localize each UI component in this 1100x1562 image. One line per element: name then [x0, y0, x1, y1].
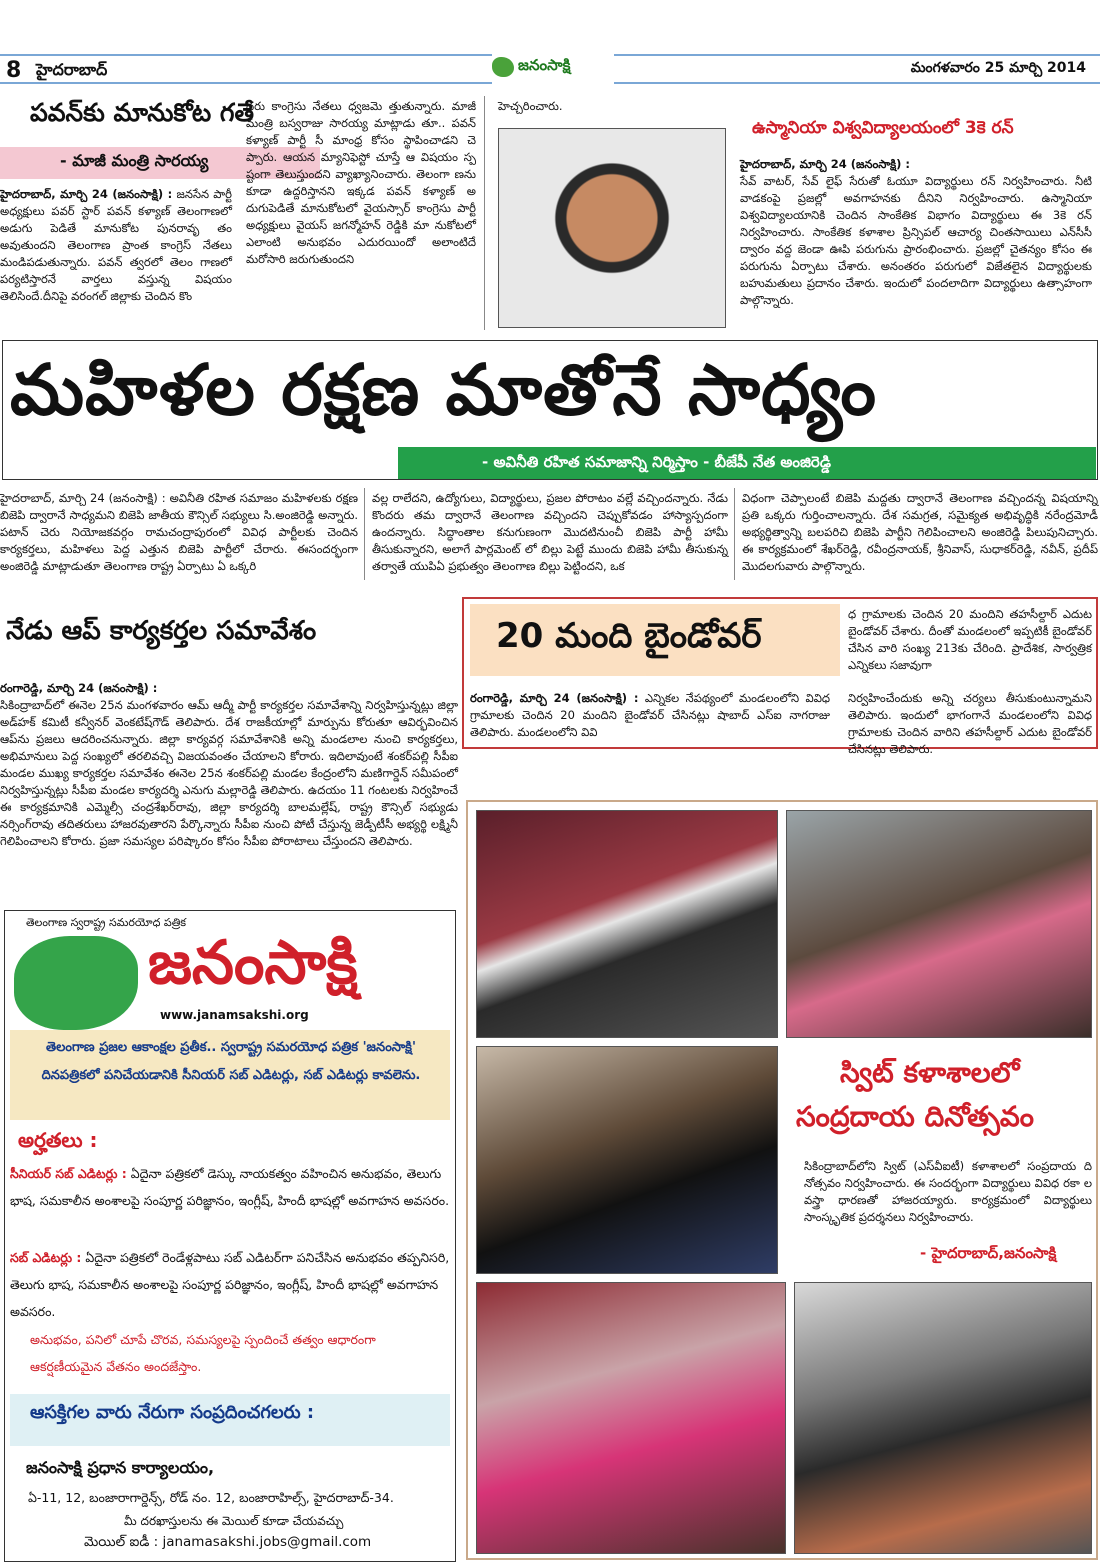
- story1-body-left: హైదరాబాద్, మార్చి 24 (జనంసాక్షి) : జనసేన పార్టీ అధ్యక్షులు పవర్ స్టార్ పవన్ కళ్యాణ్ తెలంగాణలో అడుగు పెడితే మానుకోట పునరావృ తం అవుతుందని తెలంగాణ ప్రాంత కాంగ్రెస్ నేతలు మండిపడుతున్నారు. పవన్ త్వరలో తెలం గాణలో పర్యటిస్తారనే వార్తలు వస్తున్న విషయం తెలిసిందే.దీనిపై వరంగల్ జిల్లాకు చెందిన కొం: [0, 187, 232, 303]
- masthead-title: జనంసాక్షి: [518, 56, 571, 74]
- ad-sub-requirements: సబ్ ఎడిటర్లు : ఏదైనా పత్రికలో రెండేళ్లపాటు సబ్ ఎడిటర్‌గా పనిచేసిన అనుభవం తప్పనిసరి, తెలుగు భాష, సమకాలీన అంశాలపై సంపూర్ణ పరిజ్ఞానం, ఇంగ్లీష్, హిందీ భాషల్లో అవగాహన అవసరం.: [10, 1250, 450, 1319]
- story3-subhead: - అవినీతి రహిత సమాజాన్ని నిర్మిస్తాం - బీజేపీ నేత అంజిరెడ్డి: [398, 447, 1096, 479]
- ad-intro: తెలంగాణ ప్రజల ఆకాంక్షల ప్రతీక.. స్వరాష్ట్ర సమరయోధ పత్రిక 'జనంసాక్షి' దినపత్రికలో పనిచేయడానికి సీనియర్ సబ్ ఎడిటర్లు, సబ్ ఎడిటర్లు కావలెను.: [41, 1040, 421, 1083]
- story3-headline: మహిళల రక్షణ మాతోనే సాధ్యం: [10, 349, 877, 431]
- ad-website: www.janamsakshi.org: [160, 1008, 309, 1022]
- ad-qualification-title: అర్హతలు :: [18, 1128, 98, 1152]
- ad-mail-note: మీ దరఖాస్తులను ఈ మెయిల్ కూడా చేయవచ్చు: [124, 1514, 344, 1528]
- portrait-photo: [498, 128, 726, 328]
- story5-body-left: రంగారెడ్డి, మార్చి 24 (జనంసాక్షి) : ఎన్నికల నేపథ్యంలో మండలంలోని వివిధ గ్రామాలకు చెందిన 20 మందిని బైండోవర్ చేసినట్లు షాబాద్ ఎస్ఐ నాగరాజు తెలిపారు. మండలంలోని వివి: [470, 691, 831, 739]
- story3-col3: విధంగా చెప్పాలంటే బిజెపి మద్దతు ద్వారానే తెలంగాణ వచ్చిందన్న విషయాన్ని ప్రతి ఒక్కరు గుర్తించాలన్నారు. దేశ సమగ్రత, సమైక్యత అభివృద్ధికి నరేంద్రమోడీ అభ్యర్థిత్వాన్ని బలపరిచి బిజెపి పార్టీని గెలిపించాలని అంజిరెడ్డి పిలుపునిచ్చారు. ఈ కార్యక్రమంలో శేఖర్‌రెడ్డి, రవీంద్రనాయక్, శ్రీనివాస్, సుధాకర్‌రెడ్డి, నవీన్, ప్రదీప్ మొదలగువారు పాల్గొన్నారు.: [742, 491, 1098, 573]
- ad-salary-note: అనుభవం, పనిలో చూపే చొరవ, సమస్యలపై స్పందించే తత్వం ఆధారంగా ఆకర్షణీయమైన వేతనం అందజేస్తాం.: [30, 1332, 376, 1374]
- telangana-map-icon: [14, 936, 138, 1030]
- page-date: మంగళవారం 25 మార్చి 2014: [910, 60, 1086, 76]
- ad-office: జనంసాక్షి ప్రధాన కార్యాలయం,: [26, 1458, 215, 1477]
- story3-col1: హైదరాబాద్, మార్చి 24 (జనంసాక్షి) : అవినీతి రహిత సమాజం మహిళలకు రక్షణ బిజెపి ద్వారానే సాధ్యమని బిజెపి జాతీయ కౌన్సిల్ సభ్యులు సి.అంజిరెడ్డి అన్నారు. పటాన్ చెరు నియోజకవర్గం రామచంద్రాపురంలో వివిధ పార్టీలకు చెందిన కార్యకర్తలు, మహిళలు పెద్ద ఎత్తున బిజెపి పార్టీలో చేరారు. ఈసందర్భంగా అంజిరెడ్డి మాట్లాడుతూ తెలంగాణ రాష్ట్ర ఏర్పాటు ఏ ఒక్కరి: [0, 491, 358, 573]
- story6-headline-line2: సంద్రదాయ దినోత్సవం: [796, 1100, 1034, 1133]
- section-name: హైదరాబాద్: [36, 60, 108, 79]
- story5-headline: 20 మంది బైండోవర్: [470, 604, 840, 676]
- story1-body-right: దరు కాంగ్రెసు నేతలు ధ్వజమె త్తుతున్నారు. మాజీ మంత్రి బస్వరాజు సారయ్య మాట్లాడు తూ.. పవన్ కళ్యాణ్ పార్టీ సీ మాంధ్ర కోసం స్థాపించాడని చె ప్పారు. ఆయన మ్యానిఫెస్టో చూస్తే ఆ విషయం స్ప ష్టంగా తెలుస్తుందని వ్యాఖ్యానించారు. తెలంగా ణను కూడా ఉద్దరిస్తానని ఇక్కడ పవన్ కళ్యాణ్ అ దుగుపెడితే మానుకోటలో వైయస్సార్ కాంగ్రెసు పార్టీ అధ్యక్షులు వైయస్ జగన్మోహన్ రెడ్డికి మా నుకోటలో ఎలాంటి అనుభవం ఎదురయిందో అలాంటిదే మరోసారి జరుగుతుందని: [246, 99, 476, 266]
- guitar-student-photo: [476, 1046, 778, 1274]
- story6-body: సికింద్రాబాద్‌లోని స్విట్ (ఎస్‌వీఐటీ) కళాశాలలో సంప్రదాయ ది నోత్సవం నిర్వహించారు. ఈ సందర్భంగా విద్యార్థులు వివిధ రకా ల వస్త్రా ధారణతో హాజరయ్యారు. కార్యక్రమంలో విద్యార్థులు సాంస్కృతిక ప్రదర్శనలు నిర్వహించారు.: [804, 1159, 1092, 1224]
- dance-photo-2: [476, 1282, 786, 1554]
- story2-body: హైదరాబాద్, మార్చి 24 (జనంసాక్షి) : సేవ్ వాటర్, సేవ్ లైఫ్ సేరుతో ఓయూ విద్యార్థులు రన్ నిర్వహించారు. నీటి వాడకంపై ప్రజల్లో అవగాహనకు దీనిని నిర్వహించారు. ఉస్మానియా విశ్వవిద్యాలయానికి చెందిన సాంకేతిక విభాగం విద్యార్థులు ఈ 3కె రన్ నిర్వహించారు. సాంకేతిక కళాశాల ప్రిన్సిపల్ ఆచార్య చింతసాయిలు ఎన్‌సీసీ ద్వారం వద్ద జెండా ఊపి పరుగును ప్రారంభించారు. ప్రజల్లో చైతన్యం కోసం ఈ పరుగును ఏర్పాటు చేశారు. అనంతరం పరుగులో విజేతలైన విద్యార్థులకు బహుమతులు ప్రదానం చేశారు. ఇందులో పందలాదిగా విద్యార్థులు ఉత్సాహంగా పాల్గొన్నారు.: [740, 157, 1092, 307]
- story6-credit: - హైదరాబాద్,జనంసాక్షి: [920, 1244, 1057, 1262]
- dance-photo-1: [476, 810, 778, 1038]
- stool-act-photo: [794, 1282, 1092, 1554]
- story1-body-tail: హెచ్చరించారు.: [498, 99, 563, 113]
- masthead-logo-icon: [492, 57, 514, 77]
- ad-email[interactable]: మెయిల్ ఐడీ : janamasakshi.jobs@gmail.com: [84, 1534, 372, 1550]
- ad-brand: జనంసాక్షి: [148, 928, 358, 998]
- students-group-photo: [786, 810, 1092, 1038]
- story4-body: రంగారెడ్డి, మార్చి 24 (జనంసాక్షి) : సికింద్రాబాద్‌లో ఈనెల 25న మంగళవారం ఆమ్ ఆద్మీ పార్టీ కార్యకర్తల సమావేశాన్ని నిర్వహిస్తున్నట్లు జిల్లా అడ్‌హక్ కమిటీ కన్వీనర్ వెంకటేష్‌గౌడ్ తెలిపారు. దేశ రాజకీయాల్లో మార్పును కోరుతూ ఆవిర్భవించిన ఆప్‌ను ప్రజలు ఆదరించనున్నారు. జిల్లా కార్యవర్గ సమావేశానికి అన్ని మండలాల నుంచి కార్యకర్తలు, అభిమానులు పెద్ద సంఖ్యలో తరలివచ్చి విజయవంతం చేయాలని కోరారు. ఇదిలావుంటే శంకర్‌పల్లి సీపీఐ మండల ముఖ్య కార్యకర్తల సమావేశం ఈనెల 25న శంకర్‌పల్లి మండల కేంద్రంలోని మణిగార్డెన్ సమీపంలో నిర్వహిస్తున్నట్లు సీపీఐ మండల కార్యదర్శి ఎనుగు మల్లారెడ్డి తెలిపారు. ఉదయం 11 గంటలకు నిర్వహించే ఈ కార్యక్రమానికి ఎమ్మెల్సీ చంద్రశేఖర్‌రావు, జిల్లా కార్యదర్శి బాలమల్లేష్, రాష్ట్ర కౌన్సిల్ సభ్యుడు నర్సింగ్‌రావు తదితరులు హాజరవుతారని పేర్కొన్నారు సీపీఐ నుంచి పోటీ చేస్తున్న జెడ్పీటీసీ అభ్యర్థి లక్ష్మినీ గెలిపించాలని కోరారు. ప్రజా సమస్యల పరిష్కారం కోసం సీపీఐ పోరాటాలు చేస్తుందని తెలిపారు.: [0, 681, 458, 848]
- story5-body-top: ధ గ్రామాలకు చెందిన 20 మందిని తహసీల్దార్ ఎదుట బైండోవర్ చేశారు. దీంతో మండలంలో ఇప్పటికీ బైండోవర్ చేసిన వారి సంఖ్య 213కు చేరింది. ప్రాదేశిక, సార్వత్రిక ఎన్నికలు సజావుగా: [848, 607, 1092, 672]
- ad-tagline: తెలంగాణ స్వరాష్ట్ర సమరయోధ పత్రిక: [26, 916, 187, 929]
- story2-headline: ఉస్మానియా విశ్వవిద్యాలయంలో 3కె రన్: [752, 118, 1014, 138]
- masthead: [492, 50, 614, 84]
- ad-contact-title: ఆసక్తిగల వారు నేరుగా సంప్రదించగలరు :: [30, 1402, 315, 1423]
- story1-headline: పవన్‌కు మానుకోట గతే: [30, 98, 254, 127]
- ad-senior-requirements: సీనియర్ సబ్ ఎడిటర్లు : ఏదైనా పత్రికలో డెస్కు నాయకత్వం వహించిన అనుభవం, తెలుగు భాష, సమకాలీన అంశాలపై సంపూర్ణ పరిజ్ఞానం, ఇంగ్లీష్, హిందీ భాషల్లో అవగాహన అవసరం.: [10, 1166, 450, 1208]
- ad-address: ఏ-11, 12, బంజారాగార్డెన్స్, రోడ్ నం. 12, బంజారాహిల్స్, హైదరాబాద్-34.: [28, 1490, 394, 1505]
- story3-col2: వల్ల రాలేదని, ఉద్యోగులు, విద్యార్థులు, ప్రజల పోరాటం వల్లే వచ్చిందన్నారు. నేడు కొందరు తమ ద్వారానే తెలంగాణ వచ్చిందని చెప్పుకోవడం హాస్యాస్పదంగా ఉందన్నారు. సిద్ధాంతాల కనుగుణంగా మొదటినుంచీ బిజెపి పార్టీ హామీ తీసుకున్నారని, అలాగే పార్లమెంట్ లో బిల్లు పెట్టే ముందు బిజెపి హామీ తీసుకున్న తర్వాతే యుపిఏ ప్రభుత్వం తెలంగాణ బిల్లు పెట్టిందని, ఒక: [372, 491, 728, 573]
- story6-headline-line1: స్విట్ కళాశాలలో: [840, 1056, 1020, 1089]
- page-number: 8: [6, 58, 22, 83]
- story1-subhead: - మాజీ మంత్రి సారయ్య: [0, 147, 320, 179]
- story4-headline: నేడు ఆప్ కార్యకర్తల సమావేశం: [6, 616, 317, 646]
- story5-body-right: నిర్వహించేందుకు అన్ని చర్యలు తీసుకుంటున్నామని తెలిపారు. ఇందులో భాగంగానే మండలంలోని వివిధ గ్రామాలకు చెందిన వారిని తహసీల్దార్ ఎదుట బైండోవర్ చేసినట్లు తెలిపారు.: [848, 691, 1092, 756]
